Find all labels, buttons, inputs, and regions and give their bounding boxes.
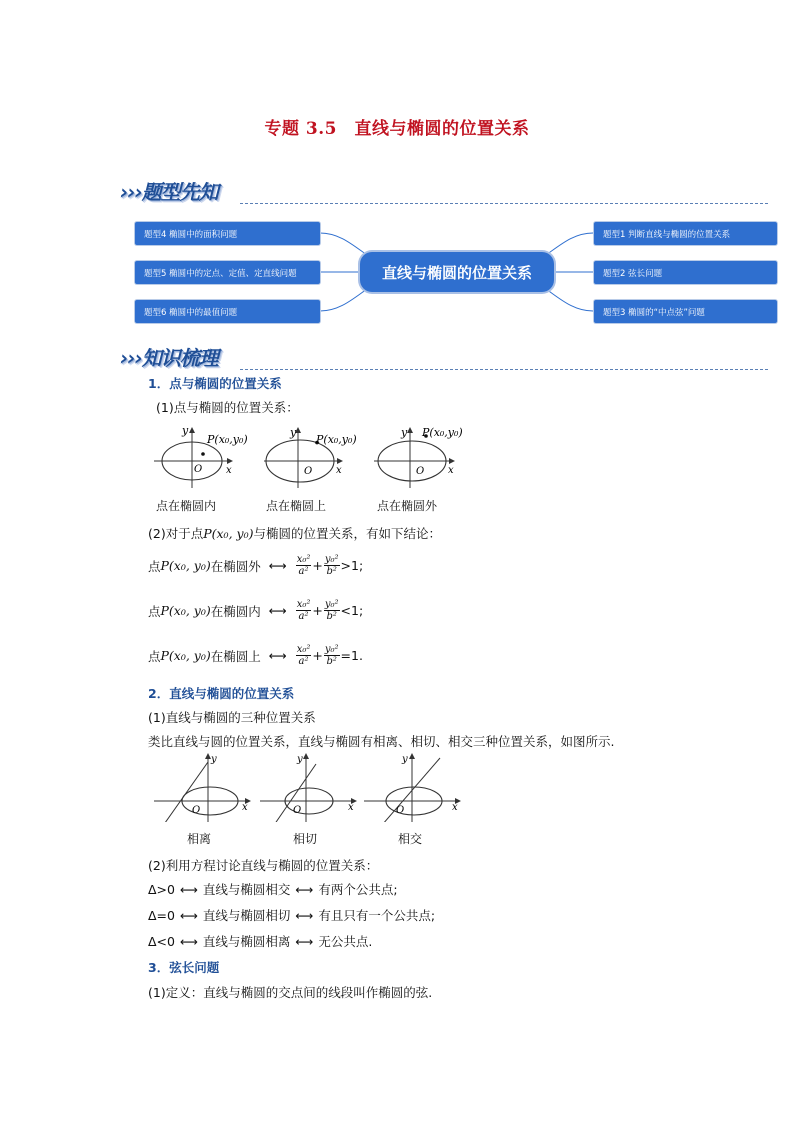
caption-intersect: 相交 (398, 832, 423, 846)
svg-text:O: O (192, 805, 201, 816)
section-2-sub1: (1)直线与椭圆的三种位置关系 (148, 710, 316, 725)
page-title: 专题 3.5 直线与椭圆的位置关系 (264, 119, 530, 139)
section-3-heading: 3．弦长问题 (148, 960, 220, 975)
mindmap-topic-1: 题型1 判断直线与椭圆的位置关系 (594, 222, 777, 245)
figure-point-on (264, 426, 357, 488)
svg-text:x: x (226, 465, 232, 476)
delta-rule-negative: Δ<0 ⟷ 直线与椭圆相离 ⟷ 无公共点. (148, 934, 373, 949)
caption-on: 点在椭圆上 (266, 499, 327, 513)
svg-text:x: x (448, 465, 454, 476)
figure-point-outside (374, 426, 463, 488)
mindmap-topic-6: 题型6 椭圆中的最值问题 (135, 300, 320, 323)
caption-tangent: 相切 (293, 832, 318, 846)
rule-outside: 点 P(x₀, y₀) 在椭圆外 ⟷ $\frac{\text{x₀²}}{\text{a²}}$ + $\frac{\text{y₀²}}{\text{b²}}$ >1; (148, 554, 364, 577)
section-1-sub2: (2)对于点P(x₀, y₀)与椭圆的位置关系，有如下结论： (148, 526, 441, 541)
section-3-def: (1)定义：直线与椭圆的交点间的线段叫作椭圆的弦. (148, 985, 433, 1000)
figure-separate (154, 754, 250, 822)
divider (240, 203, 768, 204)
delta-rule-zero: Δ=0 ⟷ 直线与椭圆相切 ⟷ 有且只有一个公共点; (148, 908, 436, 923)
svg-text:y: y (401, 426, 408, 439)
svg-text:x: x (452, 802, 458, 813)
mindmap-topic-3: 题型3 椭圆的“中点弦”问题 (594, 300, 777, 323)
caption-separate: 相离 (187, 832, 212, 846)
rule-inside: 点 P(x₀, y₀) 在椭圆内 ⟷ $\frac{\text{x₀²}}{\text{a²}}$ + $\frac{\text{y₀²}}{\text{b²}}$ <1; (148, 599, 364, 622)
svg-text:y: y (211, 754, 217, 765)
svg-text:P(x₀,y₀): P(x₀,y₀) (316, 433, 357, 446)
svg-text:y: y (297, 754, 303, 765)
svg-text:x: x (242, 802, 248, 813)
divider (240, 369, 768, 370)
mindmap-topic-5: 题型5 椭圆中的定点、定值、定直线问题 (135, 261, 320, 284)
caption-outside: 点在椭圆外 (377, 499, 438, 513)
section-1-sub1: (1)点与椭圆的位置关系： (156, 400, 299, 415)
svg-text:O: O (416, 466, 425, 477)
section-banner-knowledge: ›››知识梳理 (120, 346, 218, 370)
svg-text:y: y (182, 424, 189, 437)
svg-text:P(x₀,y₀): P(x₀,y₀) (422, 426, 463, 439)
svg-text:y: y (290, 426, 297, 439)
figure-intersect (364, 754, 460, 822)
svg-text:O: O (194, 464, 203, 475)
svg-text:x: x (336, 465, 342, 476)
figure-tangent (260, 754, 356, 822)
section-2-heading: 2．直线与椭圆的位置关系 (148, 686, 295, 701)
svg-text:P(x₀,y₀): P(x₀,y₀) (207, 433, 248, 446)
caption-inside: 点在椭圆内 (156, 499, 217, 513)
mindmap-topic-2: 题型2 弦长问题 (594, 261, 777, 284)
line-ellipse-figures (150, 752, 470, 822)
section-2-desc: 类比直线与圆的位置关系，直线与椭圆有相离、相切、相交三种位置关系，如图所示. (148, 734, 615, 749)
svg-text:O: O (396, 805, 405, 816)
mindmap-center: 直线与椭圆的位置关系 (360, 252, 554, 292)
rule-on: 点 P(x₀, y₀) 在椭圆上 ⟷ $\frac{\text{x₀²}}{\text{a²}}$ + $\frac{\text{y₀²}}{\text{b²}}$ =1. (148, 644, 363, 667)
svg-text:y: y (402, 754, 408, 765)
svg-text:O: O (304, 466, 313, 477)
delta-rule-positive: Δ>0 ⟷ 直线与椭圆相交 ⟷ 有两个公共点; (148, 882, 398, 897)
svg-text:x: x (348, 802, 354, 813)
svg-text:O: O (293, 805, 302, 816)
section-banner-overview: ›››题型先知 (120, 180, 218, 204)
section-2-sub2: (2)利用方程讨论直线与椭圆的位置关系： (148, 858, 379, 873)
figure-point-inside (154, 424, 248, 488)
section-1-heading: 1．点与椭圆的位置关系 (148, 376, 282, 391)
mindmap-topic-4: 题型4 椭圆中的面积问题 (135, 222, 320, 245)
